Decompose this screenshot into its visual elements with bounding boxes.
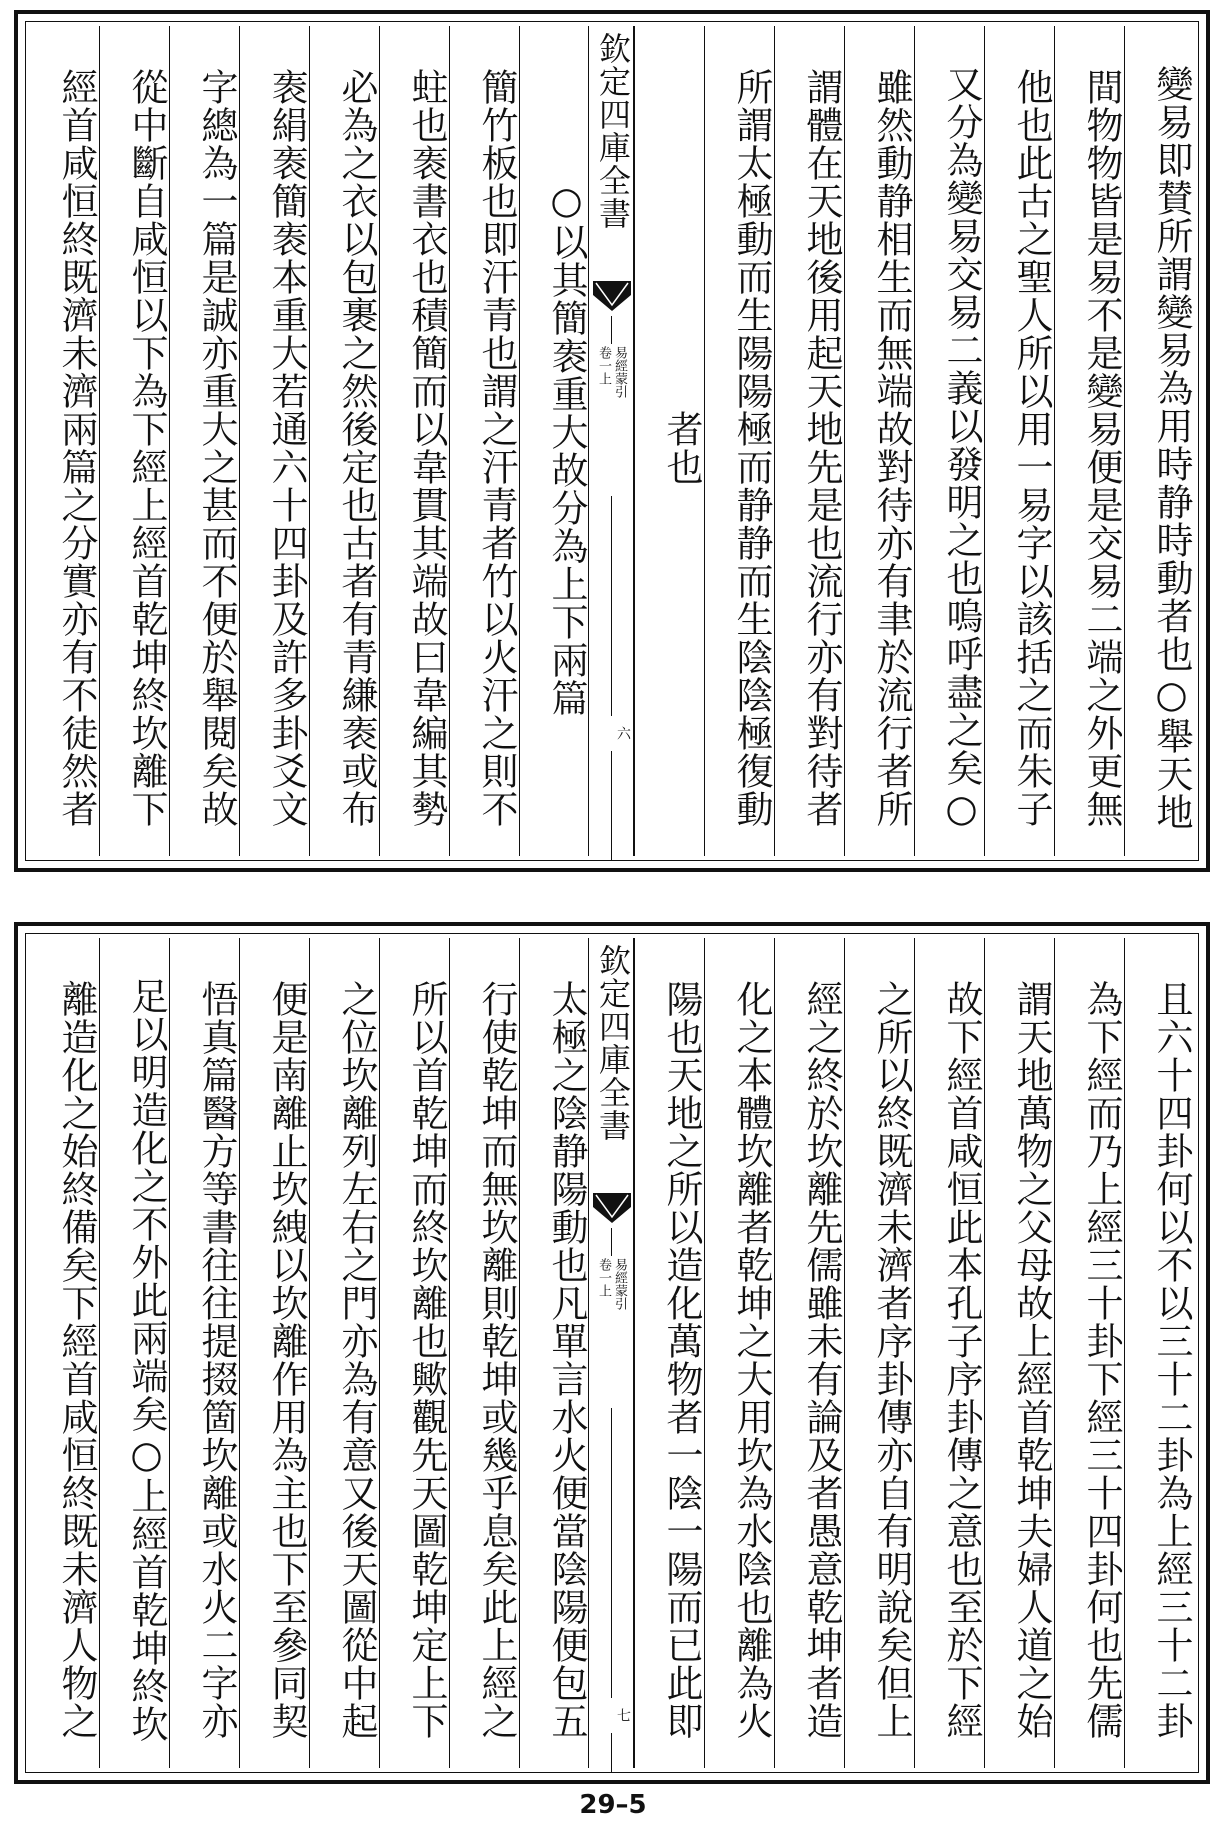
page-number: 六 (615, 726, 631, 740)
center-subtitle (589, 346, 633, 486)
volume-label: 卷一上 (596, 1258, 611, 1297)
text-column: 從中斷自咸恒以下為下經上經首乾坤終坎離下 (99, 26, 169, 856)
text-column: 經之終於坎離先儒雖未有論及者愚意乾坤者造 (774, 938, 844, 1768)
center-margin (588, 26, 634, 856)
text-column: 袠絹袠簡袠本重大若通六十四卦及許多卦爻文 (239, 26, 309, 856)
text-column: 謂天地萬物之父母故上經首乾坤夫婦人道之始 (984, 938, 1054, 1768)
center-subtitle (589, 1258, 633, 1398)
text-column: 為下經而乃上經三十卦下經三十四卦何也先儒 (1054, 938, 1124, 1768)
text-column: 足以明造化之不外此兩端矣○上經首乾坤終坎 (99, 938, 169, 1768)
text-columns (30, 938, 1194, 1768)
page-top (14, 10, 1210, 872)
center-rule (611, 316, 612, 344)
page-number: 七 (615, 1708, 631, 1722)
text-column: 故下經首咸恒此本孔子序卦傳之意也至於下經 (914, 938, 984, 1768)
center-rule (611, 1733, 612, 1773)
text-column: ○以其簡袠重大故分為上下兩篇 (519, 26, 589, 856)
center-margin (588, 938, 634, 1768)
text-column: 太極之陰静陽動也凡單言水火便當陰陽便包五 (519, 938, 589, 1768)
text-column: 又分為變易交易二義以發明之也嗚呼盡之矣○ (914, 26, 984, 856)
text-column: 者也 (634, 26, 704, 856)
text-column: 經首咸恒終既濟未濟兩篇之分實亦有不徒然者 (55, 68, 98, 828)
text-column: 必為之衣以包裹之然後定也古者有青縑袠或布 (309, 26, 379, 856)
center-rule (611, 751, 612, 861)
text-column: 便是南離止坎絏以坎離作用為主也下至參同契 (239, 938, 309, 1768)
fish-tail-mark-icon (593, 281, 631, 311)
book-title: 易經蒙引 (612, 1258, 627, 1310)
running-title: 欽定四庫全書 (594, 944, 632, 1142)
page-bottom (14, 922, 1210, 1784)
fish-tail-mark-icon (593, 1193, 631, 1223)
text-column: 化之本體坎離者乾坤之大用坎為水陰也離為火 (704, 938, 774, 1768)
volume-label: 卷一上 (596, 346, 611, 385)
center-rule (611, 1408, 612, 1698)
text-column: 之所以終既濟未濟者序卦傳亦自有明說矣但上 (844, 938, 914, 1768)
running-title: 欽定四庫全書 (594, 32, 632, 230)
text-column: 雖然動静相生而無端故對待亦有聿於流行者所 (844, 26, 914, 856)
text-column: 行使乾坤而無坎離則乾坤或幾乎息矣此上經之 (449, 938, 519, 1768)
text-column: 且六十四卦何以不以三十二卦為上經三十二卦 (1124, 938, 1194, 1768)
text-columns (30, 26, 1194, 856)
center-rule (611, 496, 612, 716)
text-column: 之位坎離列左右之門亦為有意又後天圖從中起 (309, 938, 379, 1768)
catalog-number: 29–5 (579, 1790, 647, 1820)
text-column: 謂體在天地後用起天地先是也流行亦有對待者 (774, 26, 844, 856)
text-column: 所以首乾坤而終坎離也歟觀先天圖乾坤定上下 (379, 938, 449, 1768)
text-column: 悟真篇醫方等書往往提掇箇坎離或水火二字亦 (169, 938, 239, 1768)
text-column: 蛀也袠書衣也積簡而以韋貫其端故曰韋編其勢 (379, 26, 449, 856)
center-rule (611, 1228, 612, 1256)
text-column: 他也此古之聖人所以用一易字以該括之而朱子 (984, 26, 1054, 856)
text-column: 離造化之始終備矣下經首咸恒終既未濟人物之 (55, 980, 98, 1740)
book-title: 易經蒙引 (612, 346, 627, 398)
text-column: 陽也天地之所以造化萬物者一陰一陽而已此即 (634, 938, 704, 1768)
text-column: 間物物皆是易不是變易便是交易二端之外更無 (1054, 26, 1124, 856)
text-column: 字總為一篇是誠亦重大之甚而不便於舉閱矣故 (169, 26, 239, 856)
text-column: 簡竹板也即汗青也謂之汗青者竹以火汗之則不 (449, 26, 519, 856)
text-column: 所謂太極動而生陽陽極而静静而生陰陰極復動 (704, 26, 774, 856)
text-column: 變易即賛所謂變易為用時静時動者也○舉天地 (1124, 26, 1194, 856)
